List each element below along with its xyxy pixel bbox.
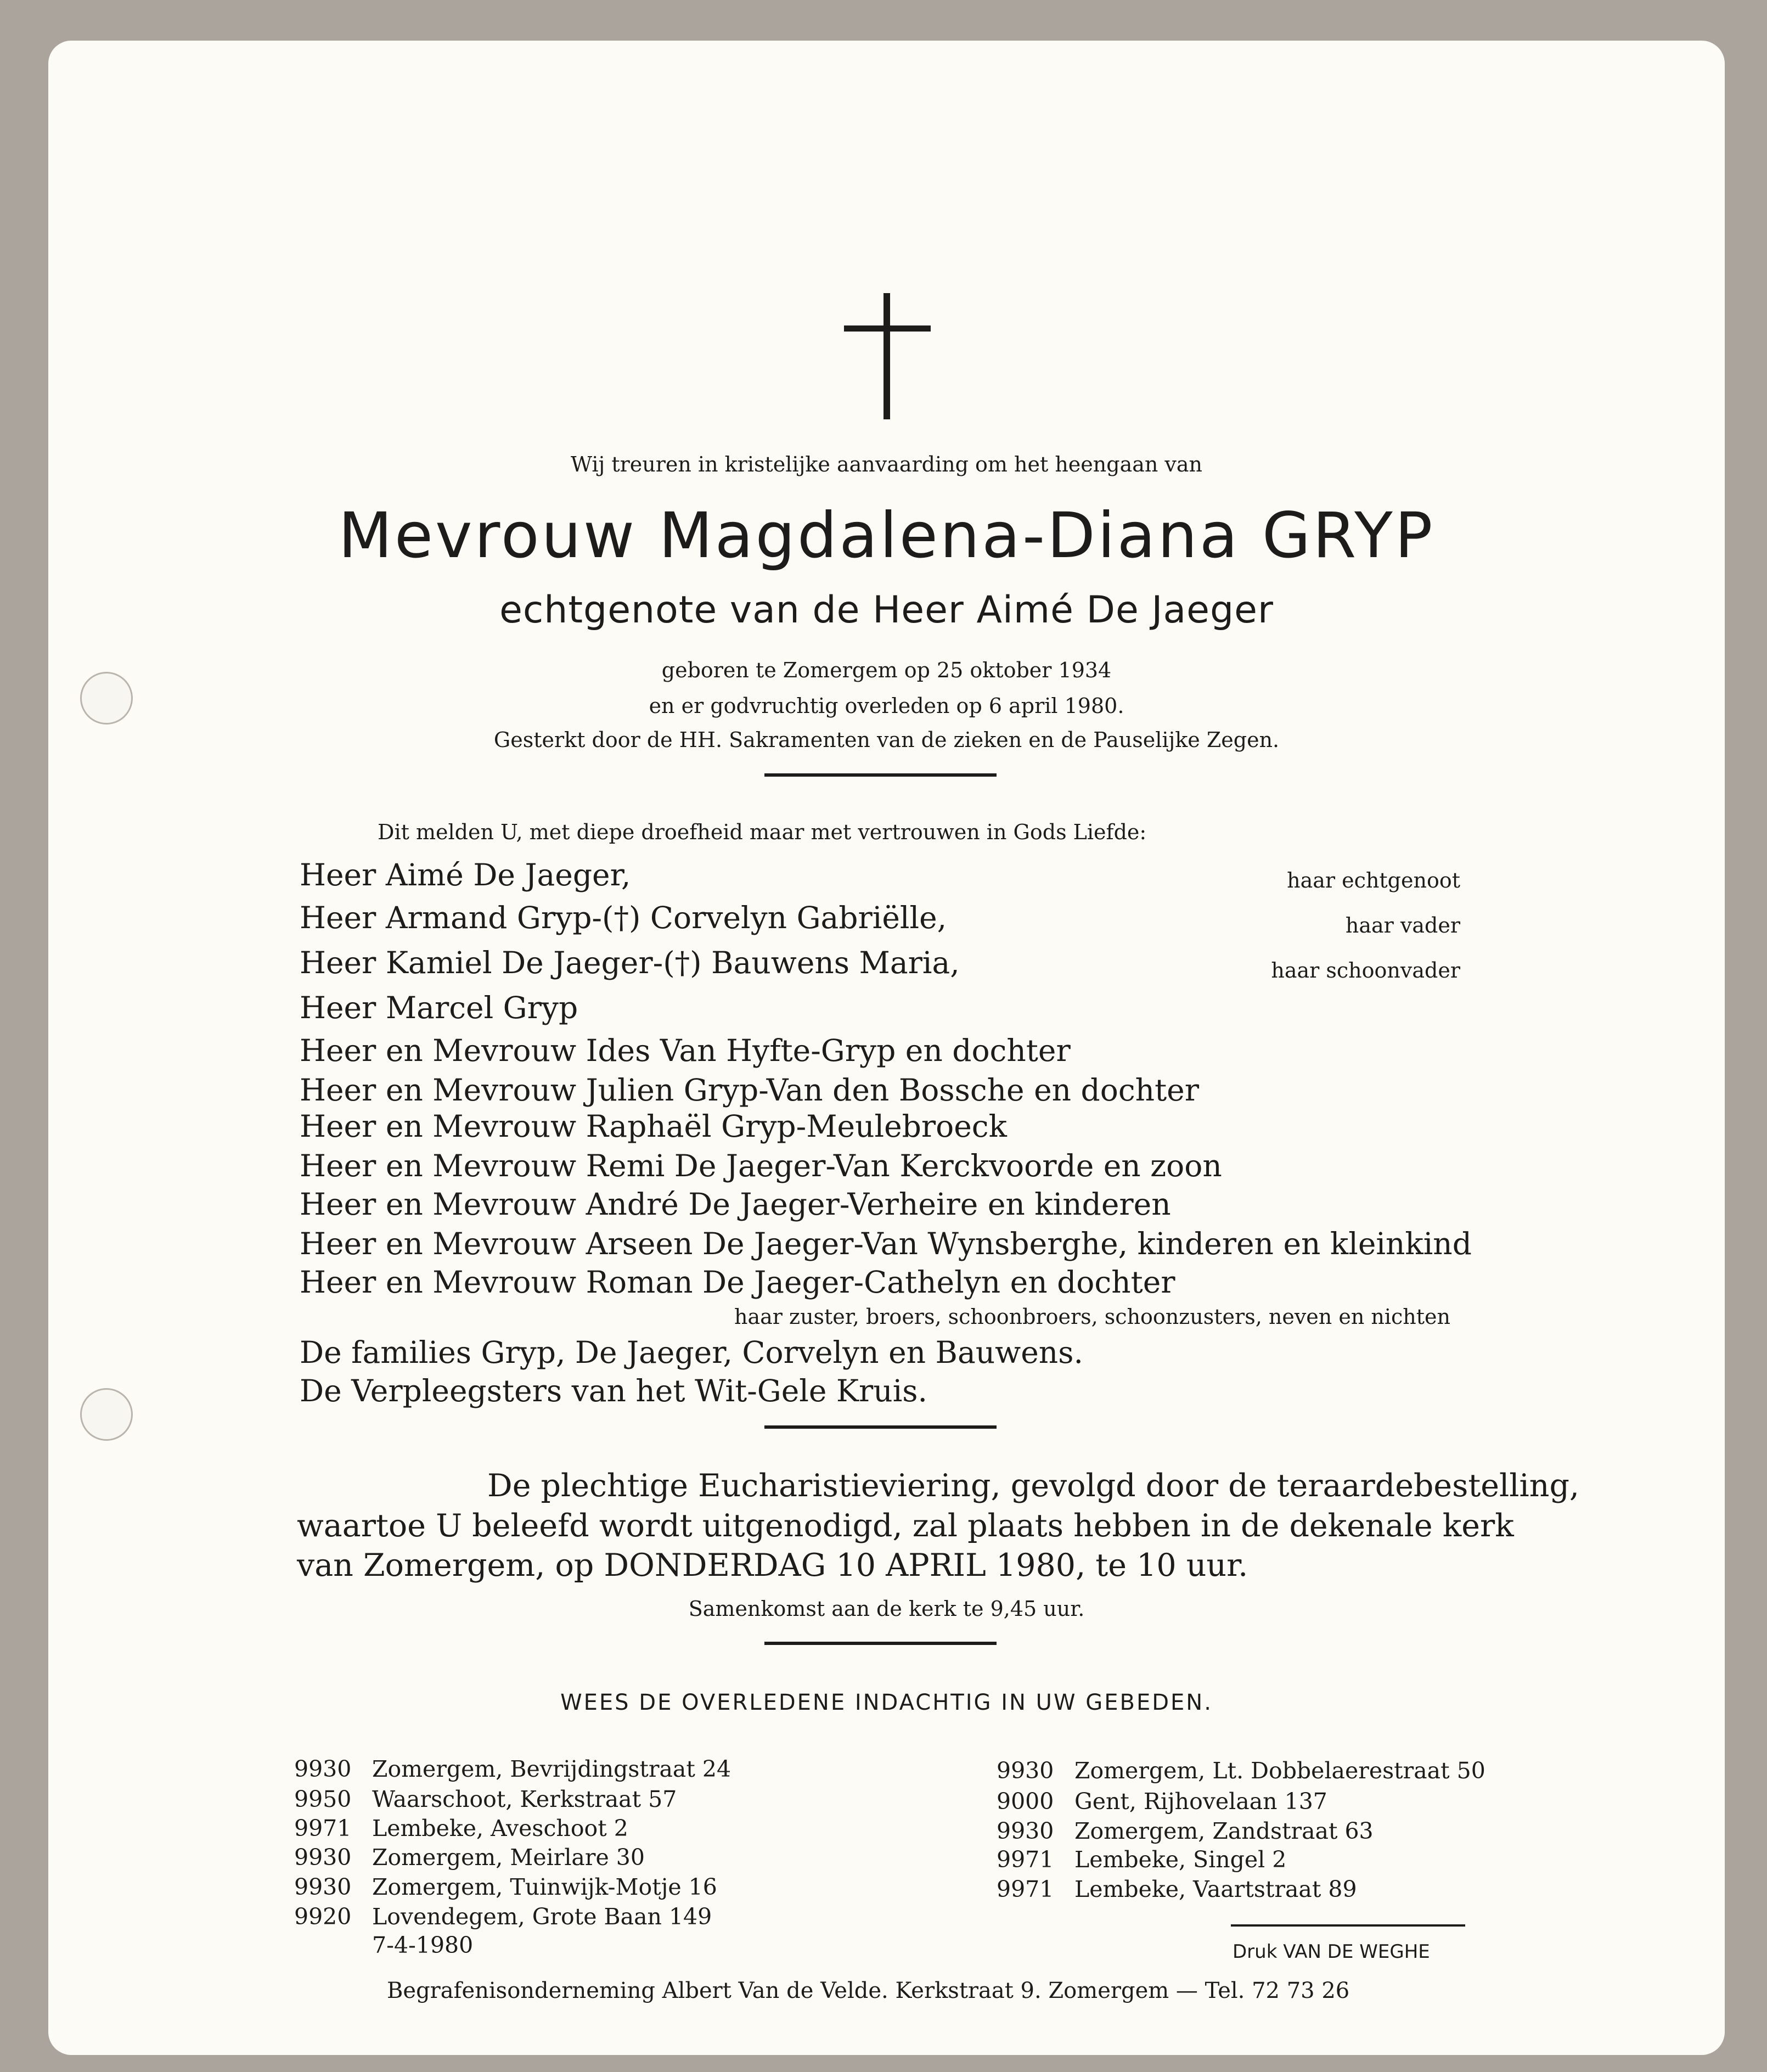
address-place: Gent, Rijhovelaan 137 (1074, 1788, 1327, 1815)
family-relation: haar vader (1345, 913, 1460, 937)
family-member: Heer Armand Gryp-(†) Corvelyn Gabriëlle, (300, 900, 947, 935)
binder-hole-bottom (80, 1388, 133, 1441)
announce-line: Dit melden U, met diepe droefheid maar met vertrouwen in Gods Liefde: (378, 820, 1147, 844)
address-entry (294, 1815, 628, 1841)
address-place: Zomergem, Zandstraat 63 (1074, 1818, 1374, 1844)
family-member: Heer en Mevrouw Ides Van Hyfte-Gryp en dochter (300, 1033, 1071, 1068)
printer-credit: Druk VAN DE WEGHE (1233, 1941, 1430, 1963)
ceremony-line: De plechtige Eucharistieviering, gevolgd door de teraardebestelling, (487, 1468, 1580, 1504)
postal-code: 9930 (294, 1844, 352, 1871)
intro-text: Wij treuren in kristelijke aanvaarding om het heengaan van (570, 452, 1203, 476)
address-entry (997, 1846, 1286, 1873)
postal-code: 9971 (997, 1846, 1054, 1873)
family-member: Heer Kamiel De Jaeger-(†) Bauwens Maria, (300, 945, 960, 980)
divider (764, 773, 997, 777)
nurses-line: De Verpleegsters van het Wit-Gele Kruis. (300, 1373, 927, 1408)
spouse-line: echtgenote van de Heer Aimé De Jaeger (499, 588, 1274, 632)
family-relation: haar echtgenoot (1287, 868, 1460, 892)
postal-code: 9971 (294, 1815, 352, 1841)
family-member: Heer en Mevrouw Arseen De Jaeger-Van Wynsberghe, kinderen en kleinkind (300, 1226, 1472, 1261)
family-member: Heer en Mevrouw Raphaël Gryp-Meulebroeck (300, 1109, 1007, 1144)
remember-line: WEES DE OVERLEDENE INDACHTIG IN UW GEBEDEN. (560, 1690, 1213, 1715)
address-place: Zomergem, Lt. Dobbelaerestraat 50 (1074, 1757, 1485, 1784)
family-member: Heer en Mevrouw Remi De Jaeger-Van Kerckvoorde en zoon (300, 1148, 1222, 1183)
death-line: en er godvruchtig overleden op 6 april 1980. (649, 694, 1124, 718)
mourning-card (48, 41, 1725, 2055)
address-place: Lembeke, Singel 2 (1074, 1846, 1287, 1873)
divider (764, 1642, 997, 1645)
divider (764, 1425, 997, 1429)
address-place: Zomergem, Bevrijdingstraat 24 (372, 1756, 731, 1782)
address-place: Zomergem, Meirlare 30 (372, 1844, 645, 1871)
sacraments-line: Gesterkt door de HH. Sakramenten van de zieken en de Pauselijke Zegen. (493, 728, 1280, 752)
address-place: Lembeke, Aveschoot 2 (372, 1815, 628, 1841)
printer-rule (1231, 1924, 1465, 1927)
siblings-note: haar zuster, broers, schoonbroers, schoonzusters, neven en nichten (734, 1305, 1450, 1329)
postal-code: 9930 (294, 1756, 352, 1782)
date-line: 7-4-1980 (372, 1932, 474, 1958)
ceremony-line: van Zomergem, op DONDERDAG 10 APRIL 1980, te 10 uur. (297, 1547, 1248, 1584)
postal-code: 9920 (294, 1903, 352, 1930)
postal-code: 9950 (294, 1786, 352, 1812)
family-member: Heer en Mevrouw Roman De Jaeger-Cathelyn en dochter (300, 1265, 1175, 1300)
deceased-name: Mevrouw Magdalena-Diana GRYP (338, 499, 1435, 572)
address-place: Zomergem, Tuinwijk-Motje 16 (372, 1874, 717, 1900)
address-entry (294, 1903, 712, 1930)
address-place: Lovendegem, Grote Baan 149 (372, 1903, 712, 1930)
family-member: Heer en Mevrouw André De Jaeger-Verheire en kinderen (300, 1187, 1171, 1222)
gathering-line: Samenkomst aan de kerk te 9,45 uur. (688, 1597, 1085, 1621)
address-entry (997, 1818, 1374, 1844)
postal-code: 9930 (997, 1757, 1054, 1784)
family-member: Heer Aimé De Jaeger, (300, 857, 631, 892)
address-entry (997, 1757, 1485, 1784)
postal-code: 9930 (294, 1874, 352, 1900)
family-relation: haar schoonvader (1271, 958, 1460, 982)
address-entry (294, 1786, 677, 1812)
families-line: De families Gryp, De Jaeger, Corvelyn en Bauwens. (300, 1335, 1083, 1370)
address-entry (294, 1844, 645, 1871)
cross-icon (839, 293, 937, 419)
address-entry (997, 1788, 1327, 1815)
address-entry (294, 1874, 717, 1900)
family-member: Heer en Mevrouw Julien Gryp-Van den Bossche en dochter (300, 1073, 1200, 1108)
undertaker-line: Begrafenisonderneming Albert Van de Velde. Kerkstraat 9. Zomergem — Tel. 72 73 26 (387, 1978, 1350, 2003)
address-place: Waarschoot, Kerkstraat 57 (372, 1786, 677, 1812)
address-place: Lembeke, Vaartstraat 89 (1074, 1876, 1357, 1902)
family-member: Heer Marcel Gryp (300, 990, 578, 1025)
postal-code: 9000 (997, 1788, 1054, 1815)
address-entry (294, 1756, 731, 1782)
birth-line: geboren te Zomergem op 25 oktober 1934 (661, 658, 1112, 682)
postal-code: 9930 (997, 1818, 1054, 1844)
address-entry (997, 1876, 1357, 1902)
postal-code: 9971 (997, 1876, 1054, 1902)
ceremony-line: waartoe U beleefd wordt uitgenodigd, zal plaats hebben in de dekenale kerk (297, 1508, 1514, 1544)
